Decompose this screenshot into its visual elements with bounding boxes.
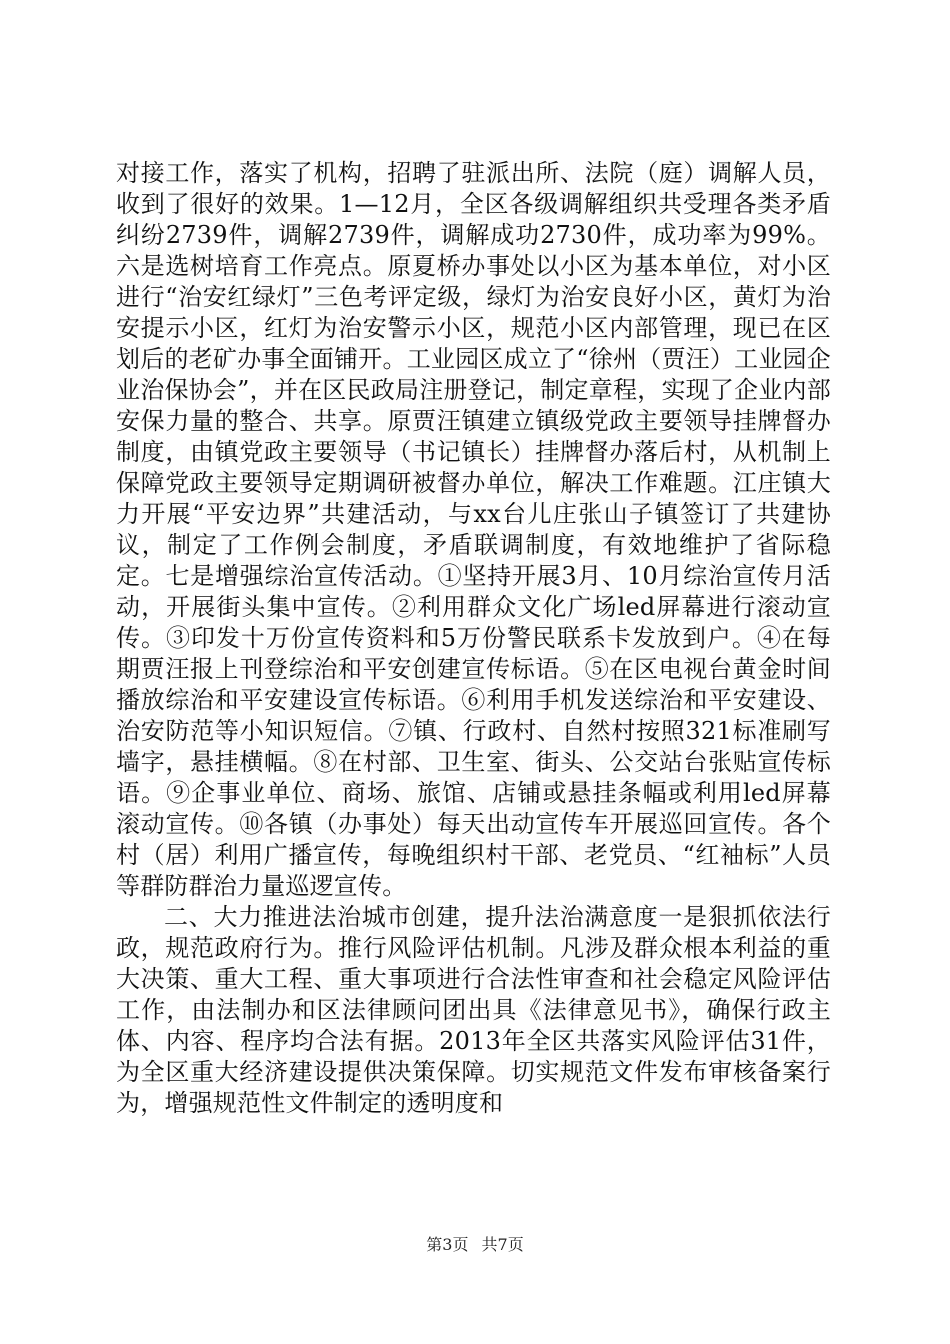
- paragraph-1: 对接工作，落实了机构，招聘了驻派出所、法院（庭）调解人员，收到了很好的效果。1—12月，全区各级调解组织共受理各类矛盾纠纷2739件，调解2739件，调解成功2730件，成功率为99%。六是选树培育工作亮点。原夏桥办事处以小区为基本单位，对小区进行“治安红绿灯”三色考评定级，绿灯为治安良好小区，黄灯为治安提示小区，红灯为治安警示小区，规范小区内部管理，现已在区划后的老矿办事全面铺开。工业园区成立了“徐州（贾汪）工业园企业治保协会”，并在区民政局注册登记，制定章程，实现了企业内部安保力量的整合、共享。原贾汪镇建立镇级党政主要领导挂牌督办制度，由镇党政主要领导（书记镇长）挂牌督办落后村，从机制上保障党政主要领导定期调研被督办单位，解决工作难题。江庄镇大力开展“平安边界”共建活动，与xx台儿庄张山子镇签订了共建协议，制定了工作例会制度，矛盾联调制度，有效地维护了省际稳定。七是增强综治宣传活动。①坚持开展3月、10月综治宣传月活动，开展街头集中宣传。②利用群众文化广场led屏幕进行滚动宣传。③印发十万份宣传资料和5万份警民联系卡发放到户。④在每期贾汪报上刊登综治和平安创建宣传标语。⑤在区电视台黄金时间播放综治和平安建设宣传标语。⑥利用手机发送综治和平安建设、治安防范等小知识短信。⑦镇、行政村、自然村按照321标准刷写墙字，悬挂横幅。⑧在村部、卫生室、街头、公交站台张贴宣传标语。⑨企事业单位、商场、旅馆、店铺或悬挂条幅或利用led屏幕滚动宣传。⑩各镇（办事处）每天出动宣传车开展巡回宣传。各个村（居）利用广播宣传，每晚组织村干部、老党员、“红袖标”人员等群防群治力量巡逻宣传。: [116, 159, 831, 900]
- page-footer: [0, 1232, 950, 1255]
- page-total: 共7页: [481, 1235, 524, 1254]
- document-body: [116, 158, 831, 1119]
- page-number: 第3页: [426, 1235, 469, 1254]
- paragraph-2: 二、大力推进法治城市创建，提升法治满意度一是狠抓依法行政，规范政府行为。推行风险评估机制。凡涉及群众根本利益的重大决策、重大工程、重大事项进行合法性审查和社会稳定风险评估工作，由法制办和区法律顾问团出具《法律意见书》，确保行政主体、内容、程序均合法有据。2013年全区共落实风险评估31件，为全区重大经济建设提供决策保障。切实规范文件发布审核备案行为，增强规范性文件制定的透明度和: [116, 903, 831, 1117]
